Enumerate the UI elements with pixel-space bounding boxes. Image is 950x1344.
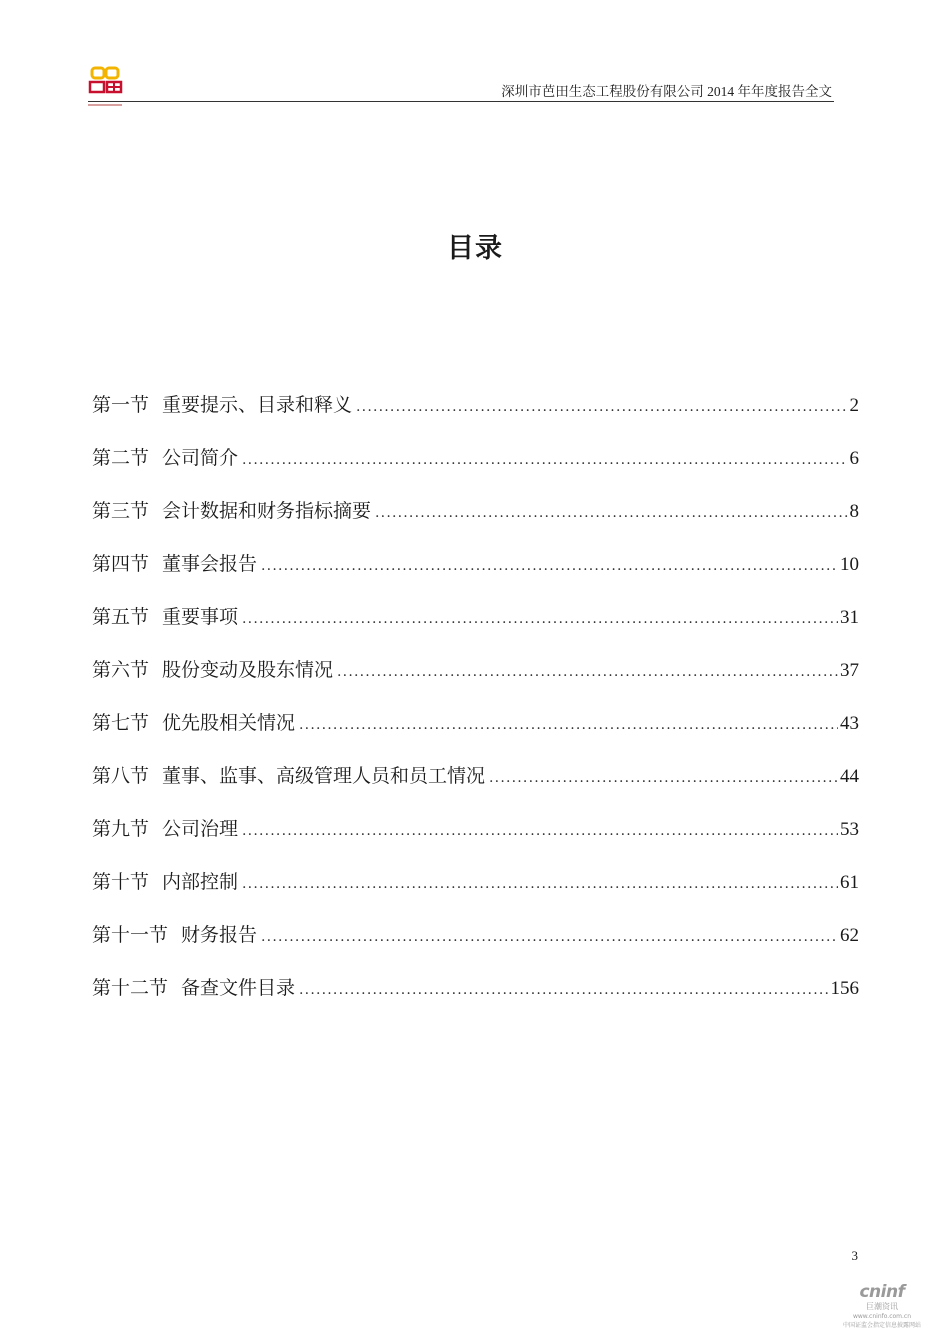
toc-leader-dots (356, 392, 847, 422)
toc-page-number: 43 (840, 713, 859, 734)
toc-page-number: 6 (849, 448, 859, 469)
toc-entry[interactable] (92, 390, 859, 443)
toc-entry[interactable] (92, 708, 859, 761)
toc-page-number: 10 (840, 554, 859, 575)
header-divider (88, 101, 834, 102)
toc-page-number: 8 (849, 501, 859, 522)
toc-leader-dots (299, 975, 828, 1005)
toc-page-number: 61 (840, 872, 859, 893)
toc-section-name: 优先股相关情况 (162, 712, 296, 734)
document-header-title: 深圳市芭田生态工程股份有限公司 2014 年年度报告全文 (501, 84, 832, 99)
toc-leader-dots (299, 710, 838, 740)
toc-section-name: 备查文件目录 (181, 977, 296, 999)
toc-section-name: 董事、监事、高级管理人员和员工情况 (162, 765, 486, 787)
toc-entry[interactable] (92, 602, 859, 655)
toc-entry[interactable] (92, 496, 859, 549)
toc-section-name: 股份变动及股东情况 (162, 659, 334, 681)
toc-leader-dots (242, 869, 838, 899)
toc-section-name: 财务报告 (181, 924, 258, 946)
toc-section-number: 第三节 (92, 500, 150, 522)
toc-page-number: 44 (840, 766, 859, 787)
toc-page-number: 31 (840, 607, 859, 628)
toc-leader-dots (489, 763, 838, 793)
logo-caption (86, 92, 126, 96)
toc-page-number: 2 (849, 395, 859, 416)
toc-leader-dots (337, 657, 838, 687)
toc-leader-dots (375, 498, 847, 528)
toc-title: 目录 (447, 233, 503, 264)
toc-entry[interactable] (92, 761, 859, 814)
watermark-subtitle: 巨潮资讯 (866, 1302, 898, 1311)
toc-section-name: 内部控制 (162, 871, 239, 893)
toc-leader-dots (242, 816, 838, 846)
page-number: 3 (851, 1248, 858, 1263)
toc-section-number: 第二节 (92, 447, 150, 469)
toc-entry[interactable] (92, 920, 859, 973)
toc-entry[interactable] (92, 973, 859, 1026)
toc-section-number: 第七节 (92, 712, 150, 734)
toc-section-number: 第四节 (92, 553, 150, 575)
toc-section-number: 第五节 (92, 606, 150, 628)
toc-section-number: 第十二节 (92, 977, 169, 999)
watermark-tagline: 中国证监会指定信息披露网站 (842, 1322, 921, 1329)
toc-leader-dots (242, 445, 847, 475)
toc-page-number: 156 (830, 978, 859, 999)
toc-entry[interactable] (92, 814, 859, 867)
toc-page-number: 37 (840, 660, 859, 681)
toc-section-name: 公司简介 (162, 447, 239, 469)
toc-leader-dots (261, 922, 838, 952)
toc-leader-dots (261, 551, 838, 581)
toc-entry[interactable] (92, 655, 859, 708)
toc-section-name: 会计数据和财务指标摘要 (162, 500, 372, 522)
toc-page-number: 53 (840, 819, 859, 840)
toc-section-name: 董事会报告 (162, 553, 258, 575)
toc-section-name: 重要提示、目录和释义 (162, 394, 353, 416)
toc-entry[interactable] (92, 549, 859, 602)
toc-page-number: 62 (840, 925, 859, 946)
toc-section-number: 第十节 (92, 871, 150, 893)
watermark-url: www.cninfo.com.cn (852, 1313, 912, 1320)
cninfo-watermark (834, 1282, 930, 1340)
toc-entry[interactable] (92, 443, 859, 496)
toc-section-number: 第十一节 (92, 924, 169, 946)
toc-section-name: 公司治理 (162, 818, 239, 840)
toc-entry[interactable] (92, 867, 859, 920)
toc-section-number: 第六节 (92, 659, 150, 681)
toc-section-name: 重要事项 (162, 606, 239, 628)
toc-section-number: 第八节 (92, 765, 150, 787)
table-of-contents (92, 390, 859, 1026)
toc-section-number: 第九节 (92, 818, 150, 840)
toc-leader-dots (242, 604, 838, 634)
watermark-brand: cninf (859, 1282, 905, 1302)
toc-section-number: 第一节 (92, 394, 150, 416)
